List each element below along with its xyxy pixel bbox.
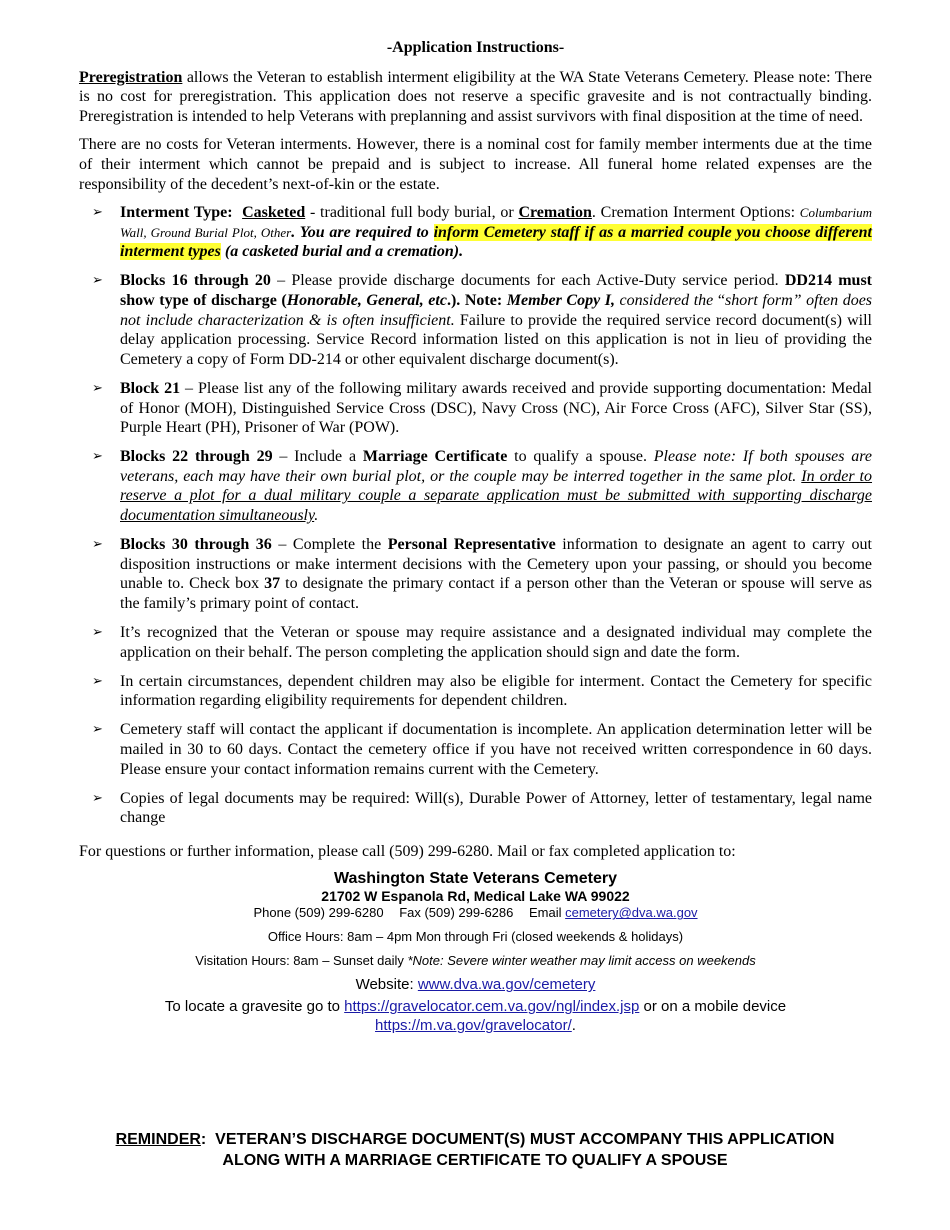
item-underlined-text: In order to reserve a plot for a dual military couple a separate application must be submitted with supporting discharge documentation simultaneously bbox=[120, 467, 873, 524]
visitation-hours-line bbox=[79, 953, 872, 969]
item-label: Blocks 22 through 29 bbox=[120, 448, 273, 466]
item-label: Blocks 16 through 20 bbox=[120, 272, 271, 290]
list-item-dependent-children bbox=[79, 672, 872, 711]
item-text: – Complete the bbox=[271, 536, 388, 554]
arrow-bullet-icon: ➢ bbox=[92, 624, 103, 640]
item-italic-text: Please note: If both spouses are veterans, each may have their own burial plot, or the couple may be interred together in the same plot. bbox=[120, 448, 873, 485]
item-text: to qualify a spouse. bbox=[507, 448, 654, 466]
item-text: – Please list any of the following military awards received and provide supporting documentation: Medal of Honor (MOH), Distinguished Service Cross (DSC), Navy Cross (NC), Air Force Cross (AFC), Silver Star (SS), Purple Heart (PH), Prisoner of War (POW). bbox=[120, 379, 872, 437]
reminder-banner bbox=[0, 1129, 950, 1171]
item-text: to designate the primary contact if a person other than the Veteran or spouse will serve as the family’s primary point of contact. bbox=[120, 575, 873, 612]
item-bold-text: DD214 must show type of discharge ( bbox=[120, 272, 873, 310]
item-text: Cemetery staff will contact the applicant if documentation is incomplete. An application determination letter will be mailed in 30 to 60 days. Contact the cemetery office if you have not received written correspondence in 60 days. Please ensure your contact information remains current with the Cemetery. bbox=[120, 721, 872, 778]
list-item-blocks-16-20 bbox=[79, 271, 872, 369]
gravesite-locator-line bbox=[79, 997, 872, 1035]
arrow-bullet-icon: ➢ bbox=[92, 790, 103, 806]
website-label: Website: bbox=[355, 976, 418, 994]
website-line bbox=[79, 975, 872, 995]
email-link[interactable]: cemetery@dva.wa.gov bbox=[565, 905, 698, 921]
item-label: Blocks 30 through 36 bbox=[120, 536, 272, 554]
item-bold-text: Personal Representative bbox=[387, 536, 556, 554]
office-hours: Office Hours: 8am – 4pm Mon through Fri (closed weekends & holidays) bbox=[267, 929, 684, 945]
preregistration-term: Preregistration bbox=[79, 68, 183, 86]
item-text: It’s recognized that the Veteran or spouse may require assistance and a designated individual may complete the application on their behalf. The person completing the application should sign and date the form. bbox=[120, 623, 872, 661]
cemetery-address: 21702 W Espanola Rd, Medical Lake WA 99022 bbox=[321, 888, 630, 905]
arrow-bullet-icon: ➢ bbox=[92, 205, 103, 221]
list-item-block-21 bbox=[79, 379, 872, 438]
locate-end-text: . bbox=[571, 1017, 576, 1035]
item-text: information to designate an agent to carry out disposition instructions or make interment decisions with the Cemetery upon your passing, or should you become unable to. Check box bbox=[120, 536, 872, 593]
highlighted-requirement: inform Cemetery staff if as a married couple you choose different interment types bbox=[120, 223, 872, 261]
reminder-line-1 bbox=[0, 1129, 950, 1150]
contact-block bbox=[79, 869, 872, 1035]
instructions-page bbox=[79, 38, 872, 1035]
fax-number: Fax (509) 299-6286 bbox=[399, 905, 514, 921]
preregistration-text: allows the Veteran to establish interment eligibility at the WA State Veterans Cemetery. Please note: There is no cost for preregistration. This application does not reserve a specific gravesite and is not contractually binding. Preregistration is intended to help Veterans with preplanning and assist survivors with final disposition at the time of need. bbox=[79, 68, 872, 125]
instruction-list bbox=[79, 203, 872, 828]
item-bold-text: Marriage Certificate bbox=[362, 448, 508, 466]
item-text: In certain circumstances, dependent children may also be eligible for interment. Contact the Cemetery for specific information regarding eligibility requirements for dependent children. bbox=[120, 672, 872, 710]
item-text: - traditional full body burial, or bbox=[305, 204, 519, 222]
locate-mid-text: or on a mobile device bbox=[639, 998, 787, 1016]
item-bold-text: .). Note: bbox=[446, 292, 507, 310]
casketed-term: Casketed bbox=[242, 204, 306, 222]
item-text: – Include a bbox=[272, 448, 363, 466]
list-item-legal-documents bbox=[79, 789, 872, 828]
list-item-interment-type bbox=[79, 203, 872, 262]
cremation-options: Columbarium Wall, Ground Burial Plot, Other bbox=[120, 205, 873, 240]
item-text: – Please provide discharge documents for each Active-Duty service period. bbox=[270, 272, 785, 290]
arrow-bullet-icon: ➢ bbox=[92, 273, 103, 289]
gravelocator-link[interactable]: https://gravelocator.cem.va.gov/ngl/index.jsp bbox=[344, 998, 640, 1016]
arrow-bullet-icon: ➢ bbox=[92, 673, 103, 689]
visitation-hours: Visitation Hours: 8am – Sunset daily bbox=[195, 953, 408, 969]
intro-costs: There are no costs for Veteran interments. However, there is a nominal cost for family member interments due at the time of their interment which cannot be prepaid and is subject to increase. All funeral home related expenses are the responsibility of the decedent’s next-of-kin or the estate. bbox=[79, 136, 872, 193]
arrow-bullet-icon: ➢ bbox=[92, 537, 103, 553]
list-item-blocks-30-36 bbox=[79, 535, 872, 613]
reminder-text-2: ALONG WITH A MARRIAGE CERTIFICATE TO QUALIFY A SPOUSE bbox=[222, 1152, 728, 1169]
item-label: Block 21 bbox=[120, 379, 181, 397]
item-text: . You are required to bbox=[291, 223, 434, 241]
item-italic-text: considered the bbox=[614, 292, 718, 310]
item-italic-text: . bbox=[314, 506, 319, 524]
item-text: “ bbox=[717, 292, 725, 310]
cremation-term: Cremation bbox=[518, 204, 592, 222]
item-bold-text: Member Copy I, bbox=[506, 292, 615, 310]
contact-intro: For questions or further information, please call (509) 299-6280. Mail or fax completed application to: bbox=[79, 842, 736, 860]
cemetery-name: Washington State Veterans Cemetery bbox=[333, 870, 618, 888]
item-text: (a casketed burial and a cremation). bbox=[220, 243, 464, 261]
email-label: Email bbox=[529, 905, 566, 921]
item-text: Failure to provide the required service record document(s) will delay application processing. Service Record information listed on this application is not in lieu of providing the Cemetery a copy of Form DD-214 or other equivalent discharge document(s). bbox=[120, 311, 872, 368]
item-bold-text: 37 bbox=[264, 575, 281, 593]
item-bold-text: Honorable, General, etc bbox=[286, 292, 447, 310]
list-item-staff-contact bbox=[79, 720, 872, 779]
item-italic-text: short form” often does not include characterization & is often insufficient. bbox=[120, 292, 873, 329]
mobile-gravelocator-link[interactable]: https://m.va.gov/gravelocator/ bbox=[375, 1017, 572, 1035]
arrow-bullet-icon: ➢ bbox=[92, 449, 103, 465]
item-text: . Cremation Interment Options: bbox=[591, 204, 800, 222]
reminder-text-1: VETERAN’S DISCHARGE DOCUMENT(S) MUST ACCOMPANY THIS APPLICATION bbox=[215, 1131, 835, 1148]
locate-text: To locate a gravesite go to bbox=[164, 998, 345, 1016]
list-item-assistance bbox=[79, 623, 872, 662]
list-item-blocks-22-29 bbox=[79, 447, 872, 525]
reminder-colon: : bbox=[200, 1131, 216, 1148]
arrow-bullet-icon: ➢ bbox=[92, 380, 103, 396]
reminder-label: REMINDER bbox=[115, 1131, 201, 1148]
phone-number: Phone (509) 299-6280 bbox=[253, 905, 384, 921]
item-label: Interment Type: bbox=[120, 204, 233, 222]
visitation-note: *Note: Severe winter weather may limit access on weekends bbox=[407, 953, 756, 969]
item-text: Copies of legal documents may be required: Will(s), Durable Power of Attorney, letter of testamentary, legal name change bbox=[120, 789, 872, 827]
website-link[interactable]: www.dva.wa.gov/cemetery bbox=[417, 976, 596, 994]
intro-preregistration bbox=[79, 68, 872, 127]
arrow-bullet-icon: ➢ bbox=[92, 722, 103, 738]
phone-fax-email-line bbox=[79, 905, 872, 921]
page-title: -Application Instructions- bbox=[386, 39, 565, 56]
